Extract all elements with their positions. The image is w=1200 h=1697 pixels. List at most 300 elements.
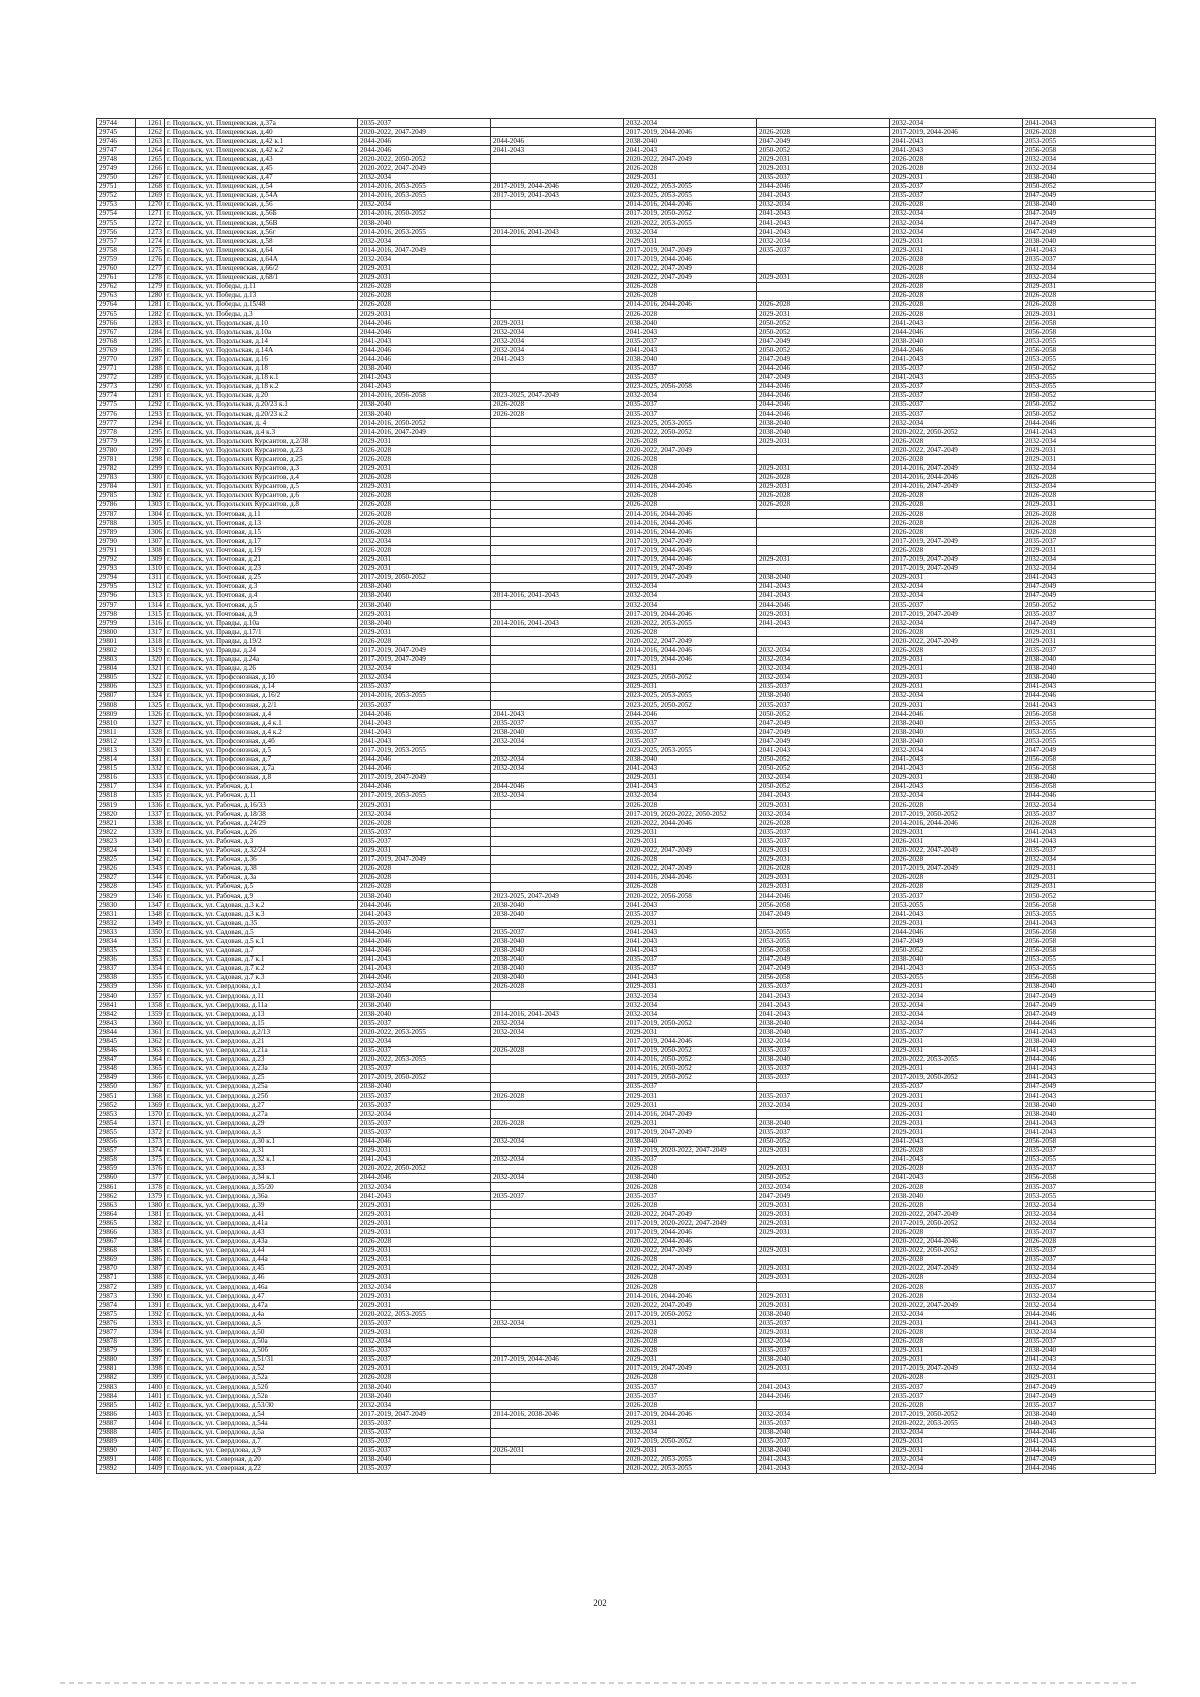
period-col-3-cell: 2020-2022, 2053-2055 (624, 1455, 757, 1464)
period-col-3-cell: 2020-2022, 2044-2046 (624, 1237, 757, 1246)
period-col-1-cell: 2038-2040 (358, 992, 491, 1001)
period-col-5-cell: 2032-2034 (890, 1464, 1023, 1473)
row-number-cell: 1276 (136, 255, 165, 264)
period-col-1-cell: 2041-2043 (358, 382, 491, 391)
period-col-6-cell: 2041-2043 (1023, 701, 1156, 710)
period-col-4-cell: 2032-2034 (757, 237, 890, 246)
period-col-3-cell: 2041-2043 (624, 937, 757, 946)
address-cell: г. Подольск, ул. Победы, д.13 (165, 291, 358, 300)
period-col-3-cell: 2035-2037 (624, 737, 757, 746)
period-col-1-cell: 2044-2046 (358, 710, 491, 719)
period-col-1-cell: 2014-2016, 2053-2055 (358, 228, 491, 237)
period-col-4-cell: 2041-2043 (757, 191, 890, 200)
period-col-1-cell: 2032-2034 (358, 982, 491, 991)
address-cell: г. Подольск, ул. Свердлова, д.43 (165, 1228, 358, 1237)
period-col-5-cell: 2026-2028 (890, 1292, 1023, 1301)
row-number-cell: 1330 (136, 746, 165, 755)
address-cell: г. Подольск, ул. Плещеевская, д.42 к.1 (165, 137, 358, 146)
address-cell: г. Подольск, ул. Подольская, д.4 к.3 (165, 428, 358, 437)
address-cell: г. Подольск, ул. Почтовая, д.17 (165, 537, 358, 546)
row-number-cell: 1294 (136, 419, 165, 428)
record-id-cell: 29830 (97, 901, 136, 910)
period-col-1-cell: 2029-2031 (358, 1201, 491, 1210)
address-cell: г. Подольск, ул. Свердлова, д.3 (165, 1128, 358, 1137)
row-number-cell: 1358 (136, 1001, 165, 1010)
period-col-6-cell: 2053-2055 (1023, 1192, 1156, 1201)
period-col-2-cell (491, 446, 624, 455)
period-col-3-cell: 2032-2034 (624, 600, 757, 609)
period-col-1-cell: 2044-2046 (358, 137, 491, 146)
address-cell: г. Подольск, ул. Свердлова, д.41 (165, 1210, 358, 1219)
period-col-6-cell: 2041-2043 (1023, 837, 1156, 846)
row-number-cell: 1271 (136, 209, 165, 218)
period-col-3-cell: 2026-2028 (624, 801, 757, 810)
period-col-3-cell: 2020-2022, 2047-2049 (624, 864, 757, 873)
row-number-cell: 1356 (136, 982, 165, 991)
address-cell: г. Подольск, ул. Свердлова, д.34 к.1 (165, 1173, 358, 1182)
period-col-2-cell: 2032-2034 (491, 1319, 624, 1328)
record-id-cell: 29811 (97, 728, 136, 737)
row-number-cell: 1378 (136, 1182, 165, 1191)
period-col-3-cell: 2023-2025, 2053-2055 (624, 691, 757, 700)
period-col-5-cell: 2029-2031 (890, 1101, 1023, 1110)
period-col-4-cell: 2026-2028 (757, 864, 890, 873)
period-col-2-cell (491, 209, 624, 218)
row-number-cell: 1400 (136, 1383, 165, 1392)
period-col-2-cell (491, 855, 624, 864)
address-cell: г. Подольск, ул. Профсоюзная, д.8 (165, 773, 358, 782)
table-row (97, 255, 1156, 264)
table-row (97, 846, 1156, 855)
period-col-6-cell: 2053-2055 (1023, 373, 1156, 382)
period-col-5-cell: 2032-2034 (890, 691, 1023, 700)
row-number-cell: 1304 (136, 510, 165, 519)
period-col-3-cell: 2041-2043 (624, 146, 757, 155)
period-col-4-cell: 2047-2049 (757, 955, 890, 964)
address-cell: г. Подольск, ул. Подольская, д.20 (165, 391, 358, 400)
row-number-cell: 1263 (136, 137, 165, 146)
period-col-6-cell: 2032-2034 (1023, 555, 1156, 564)
period-col-4-cell: 2056-2058 (757, 946, 890, 955)
period-col-1-cell: 2014-2016, 2050-2052 (358, 209, 491, 218)
record-id-cell: 29837 (97, 964, 136, 973)
row-number-cell: 1319 (136, 646, 165, 655)
period-col-4-cell (757, 546, 890, 555)
period-col-6-cell: 2056-2058 (1023, 319, 1156, 328)
period-col-3-cell: 2014-2016, 2044-2046 (624, 510, 757, 519)
period-col-6-cell: 2047-2049 (1023, 219, 1156, 228)
period-col-4-cell: 2032-2034 (757, 1101, 890, 1110)
row-number-cell: 1384 (136, 1237, 165, 1246)
period-col-4-cell: 2029-2031 (757, 1292, 890, 1301)
record-id-cell: 29760 (97, 264, 136, 273)
period-col-2-cell (491, 1164, 624, 1173)
period-col-5-cell: 2026-2028 (890, 1146, 1023, 1155)
table-row (97, 810, 1156, 819)
period-col-3-cell: 2026-2028 (624, 1373, 757, 1382)
period-col-2-cell (491, 1182, 624, 1191)
period-col-2-cell: 2017-2019, 2044-2046 (491, 1355, 624, 1364)
period-col-4-cell: 2032-2034 (757, 664, 890, 673)
address-cell: г. Подольск, ул. Свердлова, д.52 (165, 1364, 358, 1373)
address-cell: г. Подольск, ул. Свердлова, д.9 (165, 1446, 358, 1455)
period-col-5-cell: 2017-2019, 2047-2049 (890, 1364, 1023, 1373)
period-col-3-cell: 2026-2028 (624, 500, 757, 509)
row-number-cell: 1357 (136, 992, 165, 1001)
period-col-4-cell (757, 528, 890, 537)
period-col-5-cell: 2017-2019, 2047-2049 (890, 864, 1023, 873)
period-col-6-cell: 2044-2046 (1023, 419, 1156, 428)
period-col-5-cell: 2020-2022, 2053-2055 (890, 1419, 1023, 1428)
period-col-5-cell: 2041-2043 (890, 910, 1023, 919)
period-col-5-cell: 2032-2034 (890, 619, 1023, 628)
address-cell: г. Подольск, ул. Подольских Курсантов, д.25 (165, 455, 358, 464)
period-col-1-cell: 2035-2037 (358, 1092, 491, 1101)
address-cell: г. Подольск, ул. Плещеевская, д.42 к.2 (165, 146, 358, 155)
record-id-cell: 29865 (97, 1219, 136, 1228)
table-row (97, 791, 1156, 800)
register-table-body (97, 119, 1156, 1474)
period-col-4-cell: 2041-2043 (757, 992, 890, 1001)
record-id-cell: 29890 (97, 1446, 136, 1455)
table-row (97, 1201, 1156, 1210)
period-col-2-cell (491, 273, 624, 282)
address-cell: г. Подольск, ул. Рабочая, д.1 (165, 782, 358, 791)
period-col-5-cell: 2029-2031 (890, 1128, 1023, 1137)
address-cell: г. Подольск, ул. Подольских Курсантов, д.3 (165, 464, 358, 473)
period-col-5-cell: 2032-2034 (890, 419, 1023, 428)
row-number-cell: 1280 (136, 291, 165, 300)
period-col-1-cell: 2041-2043 (358, 737, 491, 746)
period-col-1-cell: 2035-2037 (358, 1319, 491, 1328)
period-col-5-cell: 2026-2028 (890, 1273, 1023, 1282)
period-col-2-cell (491, 555, 624, 564)
period-col-4-cell: 2032-2034 (757, 1037, 890, 1046)
period-col-5-cell: 2035-2037 (890, 382, 1023, 391)
period-col-4-cell: 2035-2037 (757, 682, 890, 691)
address-cell: г. Подольск, ул. Почтовая, д.21 (165, 555, 358, 564)
period-col-4-cell: 2053-2055 (757, 937, 890, 946)
table-row (97, 400, 1156, 409)
address-cell: г. Подольск, ул. Свердлова, д.27 (165, 1101, 358, 1110)
period-col-3-cell: 2029-2031 (624, 173, 757, 182)
period-col-6-cell: 2038-2040 (1023, 673, 1156, 682)
period-col-3-cell: 2017-2019, 2044-2046 (624, 655, 757, 664)
table-row (97, 1119, 1156, 1128)
record-id-cell: 29851 (97, 1092, 136, 1101)
address-cell: г. Подольск, ул. Свердлова, д.50б (165, 1346, 358, 1355)
period-col-2-cell (491, 1437, 624, 1446)
period-col-2-cell: 2026-2028 (491, 1046, 624, 1055)
table-row (97, 146, 1156, 155)
period-col-2-cell (491, 1001, 624, 1010)
period-col-4-cell: 2047-2049 (757, 337, 890, 346)
period-col-2-cell (491, 519, 624, 528)
table-row (97, 382, 1156, 391)
period-col-3-cell: 2026-2028 (624, 437, 757, 446)
record-id-cell: 29804 (97, 664, 136, 673)
row-number-cell: 1290 (136, 382, 165, 391)
period-col-4-cell: 2038-2040 (757, 1019, 890, 1028)
row-number-cell: 1262 (136, 128, 165, 137)
period-col-4-cell: 2044-2046 (757, 410, 890, 419)
period-col-3-cell: 2017-2019, 2047-2049 (624, 573, 757, 582)
record-id-cell: 29779 (97, 437, 136, 446)
period-col-2-cell (491, 746, 624, 755)
period-col-2-cell: 2044-2046 (491, 137, 624, 146)
table-row (97, 491, 1156, 500)
period-col-3-cell: 2026-2028 (624, 1273, 757, 1282)
period-col-5-cell: 2026-2028 (890, 1164, 1023, 1173)
period-col-2-cell (491, 1364, 624, 1373)
period-col-1-cell: 2044-2046 (358, 973, 491, 982)
table-row (97, 1210, 1156, 1219)
period-col-2-cell: 2032-2034 (491, 1028, 624, 1037)
period-col-3-cell: 2032-2034 (624, 391, 757, 400)
table-row (97, 1401, 1156, 1410)
address-cell: г. Подольск, ул. Рабочая, д.18/38 (165, 810, 358, 819)
period-col-4-cell: 2029-2031 (757, 1201, 890, 1210)
period-col-3-cell: 2035-2037 (624, 910, 757, 919)
address-cell: г. Подольск, ул. Подольская, д. 4 (165, 419, 358, 428)
period-col-1-cell: 2017-2019, 2050-2052 (358, 1073, 491, 1082)
table-row (97, 1046, 1156, 1055)
record-id-cell: 29841 (97, 1001, 136, 1010)
period-col-1-cell: 2017-2019, 2047-2049 (358, 646, 491, 655)
period-col-6-cell: 2026-2028 (1023, 510, 1156, 519)
period-col-5-cell: 2026-2028 (890, 273, 1023, 282)
record-id-cell: 29848 (97, 1064, 136, 1073)
record-id-cell: 29777 (97, 419, 136, 428)
period-col-4-cell: 2047-2049 (757, 728, 890, 737)
record-id-cell: 29791 (97, 546, 136, 555)
record-id-cell: 29840 (97, 992, 136, 1001)
table-row (97, 164, 1156, 173)
period-col-5-cell: 2035-2037 (890, 891, 1023, 900)
row-number-cell: 1344 (136, 873, 165, 882)
period-col-4-cell: 2044-2046 (757, 382, 890, 391)
period-col-4-cell: 2029-2031 (757, 437, 890, 446)
row-number-cell: 1302 (136, 491, 165, 500)
period-col-1-cell: 2026-2028 (358, 519, 491, 528)
period-col-2-cell: 2032-2034 (491, 337, 624, 346)
period-col-6-cell: 2032-2034 (1023, 801, 1156, 810)
period-col-2-cell (491, 1419, 624, 1428)
address-cell: г. Подольск, ул. Садовая, д.35 (165, 919, 358, 928)
period-col-3-cell: 2023-2025, 2056-2058 (624, 382, 757, 391)
period-col-1-cell: 2041-2043 (358, 1192, 491, 1201)
period-col-4-cell (757, 1401, 890, 1410)
table-row (97, 992, 1156, 1001)
record-id-cell: 29798 (97, 610, 136, 619)
table-row (97, 291, 1156, 300)
address-cell: г. Подольск, ул. Профсоюзная, д.4 к.2 (165, 728, 358, 737)
record-id-cell: 29768 (97, 337, 136, 346)
period-col-2-cell (491, 664, 624, 673)
period-col-2-cell: 2032-2034 (491, 791, 624, 800)
period-col-4-cell: 2035-2037 (757, 828, 890, 837)
period-col-2-cell (491, 810, 624, 819)
address-cell: г. Подольск, ул. Рабочая, д.11 (165, 791, 358, 800)
period-col-1-cell: 2029-2031 (358, 264, 491, 273)
table-row (97, 610, 1156, 619)
period-col-6-cell: 2056-2058 (1023, 755, 1156, 764)
address-cell: г. Подольск, ул. Свердлова, д.13 (165, 1010, 358, 1019)
address-cell: г. Подольск, ул. Плещеевская, д.56В (165, 219, 358, 228)
row-number-cell: 1267 (136, 173, 165, 182)
row-number-cell: 1332 (136, 764, 165, 773)
period-col-2-cell: 2026-2031 (491, 1446, 624, 1455)
period-col-6-cell: 2032-2034 (1023, 855, 1156, 864)
table-row (97, 1064, 1156, 1073)
period-col-5-cell: 2026-2028 (890, 264, 1023, 273)
row-number-cell: 1389 (136, 1283, 165, 1292)
period-col-1-cell: 2029-2031 (358, 1364, 491, 1373)
address-cell: г. Подольск, ул. Свердлова, д.50а (165, 1337, 358, 1346)
table-row (97, 600, 1156, 609)
record-id-cell: 29883 (97, 1383, 136, 1392)
period-col-6-cell: 2047-2049 (1023, 619, 1156, 628)
record-id-cell: 29812 (97, 737, 136, 746)
period-col-3-cell: 2029-2031 (624, 919, 757, 928)
period-col-2-cell (491, 1328, 624, 1337)
row-number-cell: 1299 (136, 464, 165, 473)
record-id-cell: 29803 (97, 655, 136, 664)
period-col-3-cell: 2026-2028 (624, 1401, 757, 1410)
period-col-4-cell: 2026-2028 (757, 819, 890, 828)
address-cell: г. Подольск, ул. Подольских Курсантов, д.5 (165, 482, 358, 491)
table-row (97, 1010, 1156, 1019)
period-col-6-cell: 2047-2049 (1023, 582, 1156, 591)
period-col-1-cell: 2029-2031 (358, 1246, 491, 1255)
period-col-1-cell: 2014-2016, 2056-2058 (358, 391, 491, 400)
table-row (97, 346, 1156, 355)
period-col-6-cell: 2053-2055 (1023, 337, 1156, 346)
period-col-4-cell: 2050-2052 (757, 319, 890, 328)
row-number-cell: 1325 (136, 701, 165, 710)
record-id-cell: 29757 (97, 237, 136, 246)
record-id-cell: 29818 (97, 791, 136, 800)
row-number-cell: 1318 (136, 637, 165, 646)
period-col-1-cell: 2014-2016, 2047-2049 (358, 246, 491, 255)
period-col-3-cell: 2017-2019, 2044-2046 (624, 610, 757, 619)
period-col-5-cell: 2017-2019, 2050-2052 (890, 1219, 1023, 1228)
period-col-6-cell: 2050-2052 (1023, 364, 1156, 373)
period-col-3-cell: 2041-2043 (624, 782, 757, 791)
period-col-4-cell: 2032-2034 (757, 200, 890, 209)
table-row (97, 1319, 1156, 1328)
table-row (97, 673, 1156, 682)
row-number-cell: 1370 (136, 1110, 165, 1119)
period-col-6-cell: 2032-2034 (1023, 1273, 1156, 1282)
table-row (97, 1028, 1156, 1037)
record-id-cell: 29790 (97, 537, 136, 546)
period-col-1-cell: 2032-2034 (358, 173, 491, 182)
period-col-5-cell: 2026-2028 (890, 309, 1023, 318)
period-col-2-cell: 2014-2016, 2041-2043 (491, 591, 624, 600)
period-col-1-cell: 2029-2031 (358, 1301, 491, 1310)
period-col-6-cell: 2035-2037 (1023, 255, 1156, 264)
period-col-6-cell: 2053-2055 (1023, 137, 1156, 146)
period-col-6-cell: 2038-2040 (1023, 1110, 1156, 1119)
period-col-1-cell: 2038-2040 (358, 400, 491, 409)
period-col-1-cell: 2035-2037 (358, 119, 491, 128)
address-cell: г. Подольск, ул. Профсоюзная, д.4 (165, 710, 358, 719)
period-col-2-cell (491, 128, 624, 137)
period-col-5-cell: 2029-2031 (890, 246, 1023, 255)
period-col-5-cell: 2026-2028 (890, 500, 1023, 509)
period-col-4-cell: 2029-2031 (757, 846, 890, 855)
record-id-cell: 29833 (97, 928, 136, 937)
row-number-cell: 1324 (136, 691, 165, 700)
period-col-1-cell: 2026-2028 (358, 1373, 491, 1382)
table-row (97, 1292, 1156, 1301)
table-row (97, 1019, 1156, 1028)
row-number-cell: 1381 (136, 1210, 165, 1219)
period-col-1-cell: 2017-2019, 2050-2052 (358, 573, 491, 582)
period-col-3-cell: 2029-2031 (624, 664, 757, 673)
record-id-cell: 29749 (97, 164, 136, 173)
period-col-4-cell: 2035-2037 (757, 1064, 890, 1073)
period-col-1-cell: 2044-2046 (358, 146, 491, 155)
period-col-1-cell: 2014-2016, 2047-2049 (358, 428, 491, 437)
period-col-6-cell: 2026-2028 (1023, 819, 1156, 828)
period-col-3-cell: 2014-2016, 2044-2046 (624, 519, 757, 528)
period-col-6-cell: 2041-2043 (1023, 1073, 1156, 1082)
record-id-cell: 29824 (97, 846, 136, 855)
period-col-1-cell: 2029-2031 (358, 1228, 491, 1237)
row-number-cell: 1282 (136, 309, 165, 318)
address-cell: г. Подольск, ул. Свердлова, д.47а (165, 1301, 358, 1310)
period-col-3-cell: 2014-2016, 2044-2046 (624, 482, 757, 491)
record-id-cell: 29870 (97, 1264, 136, 1273)
period-col-3-cell: 2023-2025, 2053-2055 (624, 746, 757, 755)
table-row (97, 1373, 1156, 1382)
row-number-cell: 1265 (136, 155, 165, 164)
table-row (97, 364, 1156, 373)
period-col-5-cell: 2032-2034 (890, 1455, 1023, 1464)
record-id-cell: 29815 (97, 764, 136, 773)
period-col-4-cell (757, 510, 890, 519)
table-row (97, 555, 1156, 564)
table-row (97, 737, 1156, 746)
period-col-2-cell: 2032-2034 (491, 764, 624, 773)
period-col-6-cell: 2032-2034 (1023, 564, 1156, 573)
period-col-3-cell: 2029-2031 (624, 237, 757, 246)
period-col-6-cell: 2026-2028 (1023, 128, 1156, 137)
record-id-cell: 29807 (97, 691, 136, 700)
period-col-3-cell: 2017-2019, 2050-2052 (624, 1073, 757, 1082)
period-col-3-cell: 2029-2031 (624, 1101, 757, 1110)
period-col-6-cell: 2053-2055 (1023, 382, 1156, 391)
table-row (97, 1164, 1156, 1173)
table-row (97, 1001, 1156, 1010)
row-number-cell: 1388 (136, 1273, 165, 1282)
period-col-2-cell (491, 1337, 624, 1346)
record-id-cell: 29814 (97, 755, 136, 764)
row-number-cell: 1295 (136, 428, 165, 437)
period-col-4-cell: 2029-2031 (757, 1210, 890, 1219)
period-col-5-cell: 2029-2031 (890, 919, 1023, 928)
period-col-5-cell: 2041-2043 (890, 964, 1023, 973)
table-row (97, 1173, 1156, 1182)
period-col-3-cell: 2035-2037 (624, 400, 757, 409)
period-col-5-cell: 2026-2028 (890, 200, 1023, 209)
address-cell: г. Подольск, ул. Подольская, д.18 (165, 364, 358, 373)
address-cell: г. Подольск, ул. Садовая, д.7 к.1 (165, 955, 358, 964)
period-col-6-cell: 2044-2046 (1023, 1446, 1156, 1455)
period-col-2-cell: 2014-2016, 2041-2043 (491, 1010, 624, 1019)
